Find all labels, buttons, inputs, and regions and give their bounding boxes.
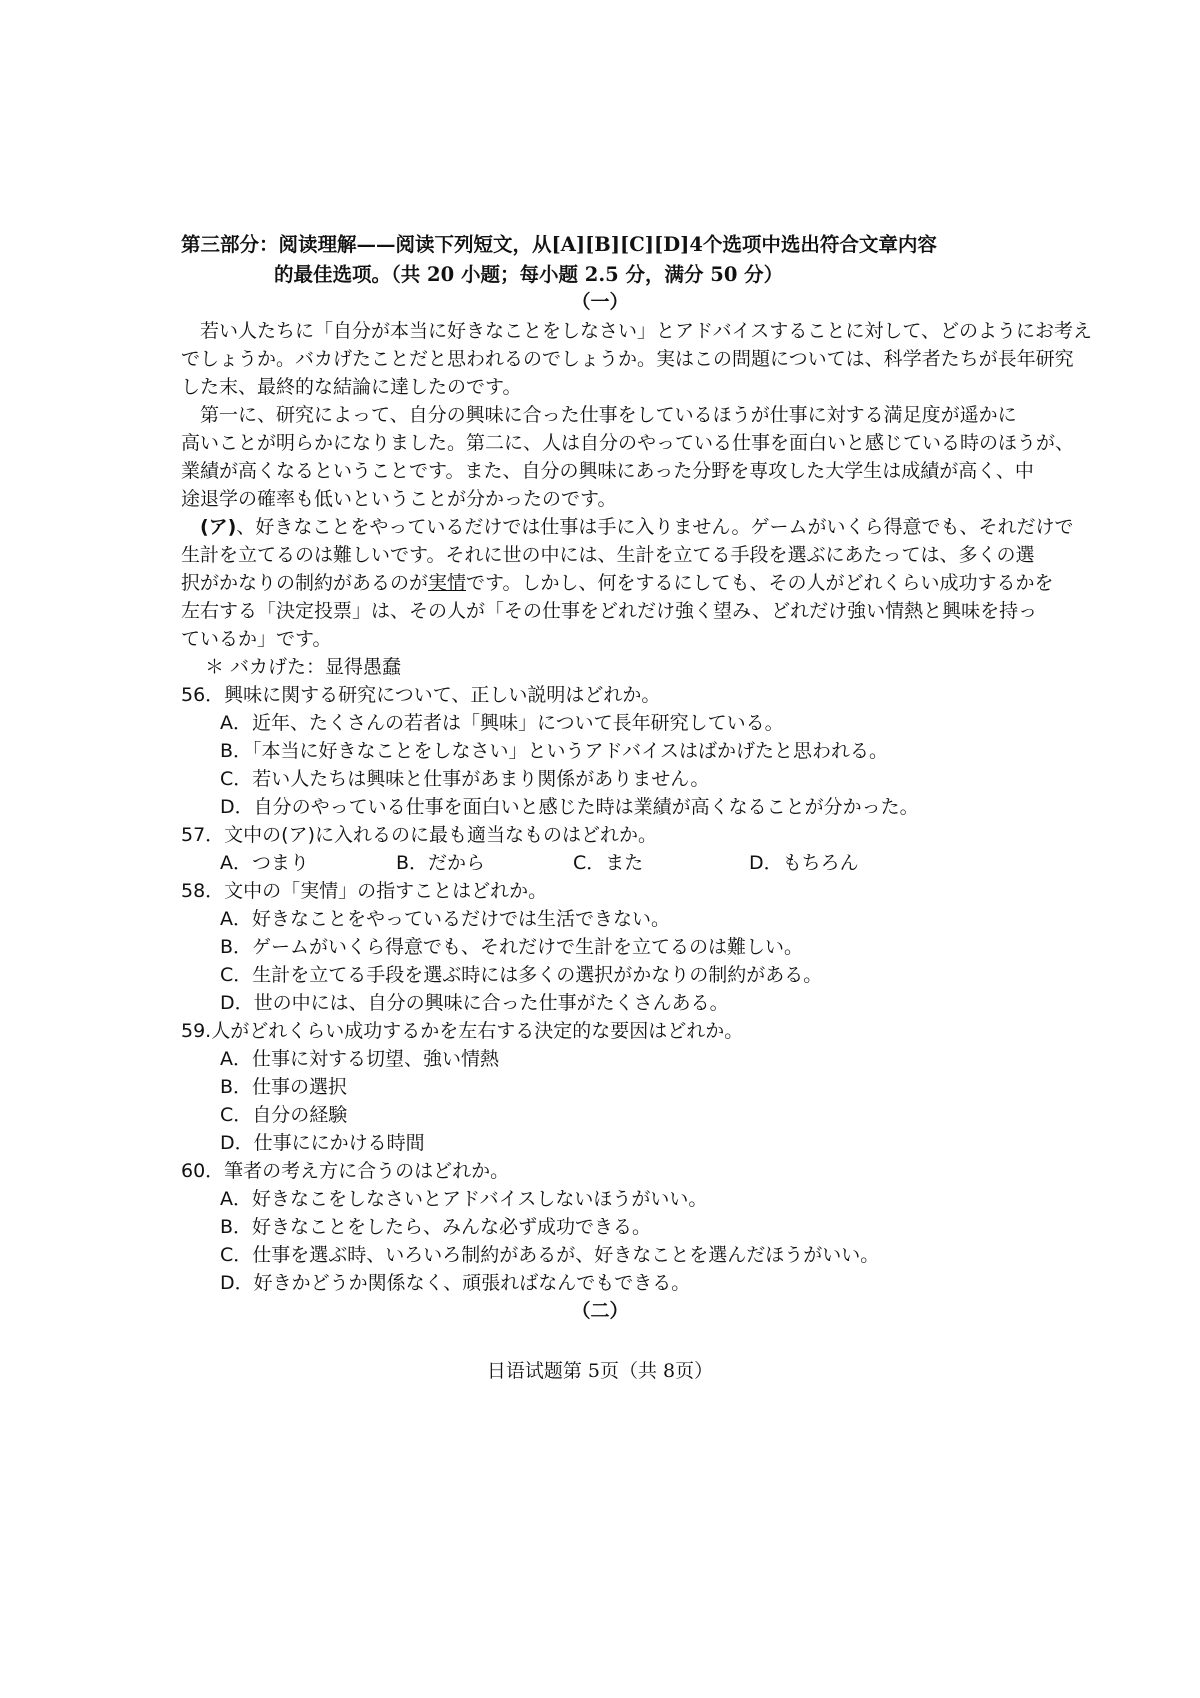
passage-p1-line3: した末、最終的な結論に達したのです。 [181, 376, 522, 398]
part2-heading: （二） [571, 1300, 629, 1322]
question-56-option-d[interactable]: D．自分のやっている仕事を面白いと感じた時は業績が高くなることが分かった。 [220, 796, 919, 818]
question-60-option-c[interactable]: C．仕事を選ぶ時、いろいろ制約があるが、好きなことを選んだほうがいい。 [220, 1244, 880, 1266]
vocab-note-term: ＊ バカげた： [205, 656, 326, 678]
question-57-option-d[interactable]: D．もちろん [749, 852, 859, 874]
question-57-option-a[interactable]: A．つまり [220, 852, 309, 874]
passage-p2-line1: 第一に、研究によって、自分の興味に合った仕事をしているほうが仕事に対する満足度が遥かに [200, 404, 1017, 426]
passage-p3-line2: 生計を立てるのは難しいです。それに世の中には、生計を立てる手段を選ぶにあたっては、多くの選 [181, 544, 1035, 566]
question-56-option-b[interactable]: B．「本当に好きなことをしなさい」というアドバイスはばかげたと思われる。 [220, 740, 888, 762]
blank-a-marker: (ア) [200, 516, 237, 538]
question-56-option-a[interactable]: A．近年、たくさんの若者は「興味」について長年研究している。 [220, 712, 784, 734]
question-59-option-a[interactable]: A．仕事に対する切望、強い情熱 [220, 1048, 499, 1070]
section-instruction-line1: 第三部分：阅读理解——阅读下列短文，从[A][B][C][D]4个选项中选出符合文章内容 [181, 233, 937, 256]
passage-p3-line4: 左右する「決定投票」は、その人が「その仕事をどれだけ強く望み、どれだけ強い情熱と興味を持っ [181, 600, 1038, 622]
passage-p2-line2: 高いことが明らかになりました。第二に、人は自分のやっている仕事を面白いと感じている時のほうが、 [181, 432, 1075, 454]
passage-p3-line3 [181, 570, 1054, 596]
question-56-option-c[interactable]: C．若い人たちは興味と仕事があまり関係がありません。 [220, 768, 710, 790]
part1-heading: （一） [571, 291, 629, 313]
passage-p3-line1 [200, 514, 1074, 540]
question-58-option-d[interactable]: D．世の中には、自分の興味に合った仕事がたくさんある。 [220, 992, 729, 1014]
vocab-note-definition: 显得愚蠢 [325, 656, 402, 678]
question-60-option-d[interactable]: D．好きかどうか関係なく、頑張ればなんでもできる。 [220, 1272, 691, 1294]
passage-p3-line1-text: 、好きなことをやっているだけでは仕事は手に入りません。ゲームがいくら得意でも、それだけで [236, 516, 1074, 538]
question-58-option-c[interactable]: C．生計を立てる手段を選ぶ時には多くの選択がかなりの制約がある。 [220, 964, 823, 986]
question-56-stem: 56．興味に関する研究について、正しい説明はどれか。 [181, 684, 661, 706]
question-60-option-a[interactable]: A．好きなこをしなさいとアドバイスしないほうがいい。 [220, 1188, 708, 1210]
page-footer: 日语试题第 5页（共 8页） [486, 1360, 714, 1382]
question-58-stem: 58．文中の「実情」の指すことはどれか。 [181, 880, 548, 902]
passage-p2-line3: 業績が高くなるということです。また、自分の興味にあった分野を専攻した大学生は成績が高く、中 [181, 460, 1034, 482]
question-57-option-c[interactable]: C．また [573, 852, 644, 874]
question-57-stem: 57．文中の(ア)に入れるのに最も適当なものはどれか。 [181, 824, 658, 846]
question-58-option-b[interactable]: B．ゲームがいくら得意でも、それだけで生計を立てるのは難しい。 [220, 936, 804, 958]
question-59-stem: 59.人がどれくらい成功するかを左右する決定的な要因はどれか。 [181, 1020, 744, 1042]
passage-p1-line2: でしょうか。バカげたことだと思われるのでしょうか。実はこの問題については、科学者たちが長年研究 [181, 348, 1074, 370]
section-instruction-line2: 的最佳选项。（共 20 小题；每小题 2.5 分，满分 50 分） [274, 263, 784, 286]
question-58-option-a[interactable]: A．好きなことをやっているだけでは生活できない。 [220, 908, 670, 930]
question-59-option-b[interactable]: B．仕事の選択 [220, 1076, 348, 1098]
passage-p3-line3-a: 択がかなりの制約があるのが [181, 572, 429, 594]
question-60-stem: 60．筆者の考え方に合うのはどれか。 [181, 1160, 510, 1182]
question-59-option-c[interactable]: C．自分の経験 [220, 1104, 348, 1126]
question-60-option-b[interactable]: B．好きなことをしたら、みんな必ず成功できる。 [220, 1216, 652, 1238]
question-57-option-b[interactable]: B．だから [396, 852, 486, 874]
passage-p3-line5: ているか」です。 [181, 628, 332, 650]
passage-p1-line1: 若い人たちに「自分が本当に好きなことをしなさい」とアドバイスすることに対して、どのようにお考え [200, 320, 1093, 342]
vocab-note [205, 654, 401, 680]
passage-p2-line4: 途退学の確率も低いということが分かったのです。 [181, 488, 617, 510]
underlined-term: 実情 [428, 572, 467, 594]
question-59-option-d[interactable]: D．仕事ににかける時間 [220, 1132, 425, 1154]
passage-p3-line3-b: です。しかし、何をするにしても、その人がどれくらい成功するかを [466, 572, 1054, 594]
